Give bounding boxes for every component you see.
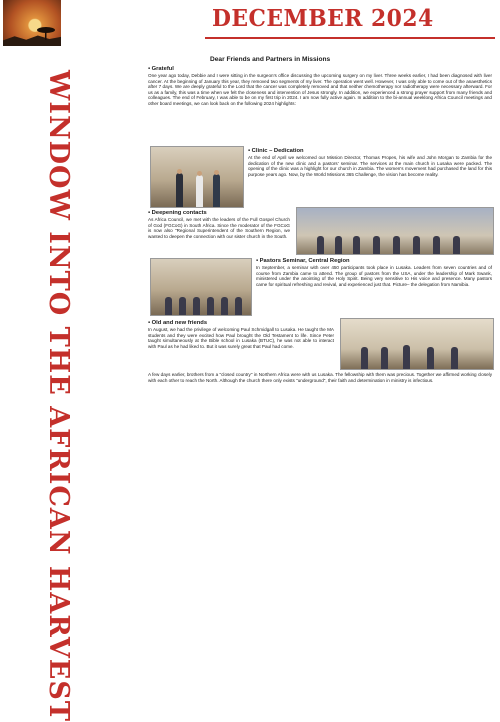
section-heading: ▪ Pastors Seminar, Central Region: [256, 258, 350, 264]
section-heading: ▪ Old and new friends: [148, 320, 208, 326]
photo-paul-schmidgall: [340, 318, 494, 370]
title-rule: [205, 37, 495, 39]
sunset-photo: [3, 0, 61, 46]
section-heading: ▪ Clinic – Dedication: [248, 148, 304, 154]
photo-pastors-seminar: [150, 258, 252, 316]
section-body: In September, a seminar with over 450 participants took place in Lusaka. Leaders from seven countries and of course from Zambia came to attend. The group of pastors from the USA, under the leadership of Mark Swank, ministered under the anointing of the Holy Spirit. Being very sensitive to His voice and presence. Many pastors came for spiritual refreshing and revival, and experienced just that. Picture– the delegation from Namibia.: [256, 265, 492, 287]
section-body: A few days earlier, brothers from a "closed country" in Northern Africa were with us Lusaka. The fellowship with them was precious. Together we affirmed working closely with each other to reach the North. Although the church there only exists "underground", their faith and determination in ministry is infectious.: [148, 372, 492, 383]
greeting: Dear Friends and Partners in Missions: [210, 56, 331, 63]
photo-clinic-dedication: [150, 146, 244, 208]
section-body: As Africa Council, we met with the leaders of the Full Gospel Church of God (FGCoG) in South Africa. Since the moderator of the FGCoG is now also "Regional Superintendent of the Southern Region, we wanted to deepen the connection with our sister church in the South.: [148, 217, 290, 239]
section-body: At the end of April we welcomed our Mission Director, Thomas Propes, his wife and John Morgan to Zambia for the dedication of the new clinic and a pastors' seminar. The services at the main church in Lusaka were packed. The opening of the clinic was a highlight for our church in Zambia. The women's movement had purchased the land for this purpose years ago. Now, by the World Missions 365 Challenge, the vision has become reality.: [248, 155, 492, 177]
section-deepening-contacts: [148, 210, 290, 239]
section-closed-country: [148, 372, 492, 383]
section-old-new-friends: [148, 320, 334, 349]
photo-africa-council: [296, 207, 494, 255]
side-title: WINDOW INTO THE AFRICAN HARVEST: [43, 70, 74, 722]
section-body: One year ago today, Debbie and I were sitting in the surgeon's office discussing the upcoming surgery on my liver. Three weeks earlier, I had been diagnosed with liver cancer. At the beginning of January this year, they removed two segments of my liver. The operation went well. However, I was only able to come out of the anaesthetics after 7 days. We are deeply grateful to the Lord that the cancer was completely removed and that neither chemotherapy nor radiotherapy were necessary afterward. For us as a family, this was a time when we felt the closeness and intervention of Jesus strongly. In addition, we experienced a strong prayer support from many friends and colleagues. The end of February, I was able to be on my first trip in 2024. I am now fully active again. In addition to the bi-annual weeklong Africa Council meetings and other board meetings, we can look back on the following 2024 highlights:: [148, 73, 492, 106]
section-pastors-seminar: [256, 258, 492, 287]
section-body: In August, we had the privilege of welcoming Paul Schmidgall to Lusaka. He taught the MA students and they were excited how Paul brought the Old Testament to life. Since Peter taught simultaneously at the Bible school in Lusaka (BTUC), he was not able to interact with Paul as he had liked to. But it was surely great that Paul had come.: [148, 327, 334, 349]
section-grateful: [148, 66, 492, 107]
acacia-tree-icon: [37, 26, 55, 40]
section-clinic-dedication: [248, 148, 492, 177]
page-title: DECEMBER 2024: [212, 5, 434, 32]
section-heading: ▪ Deepening contacts: [148, 210, 207, 216]
section-heading: ▪ Grateful: [148, 66, 174, 72]
